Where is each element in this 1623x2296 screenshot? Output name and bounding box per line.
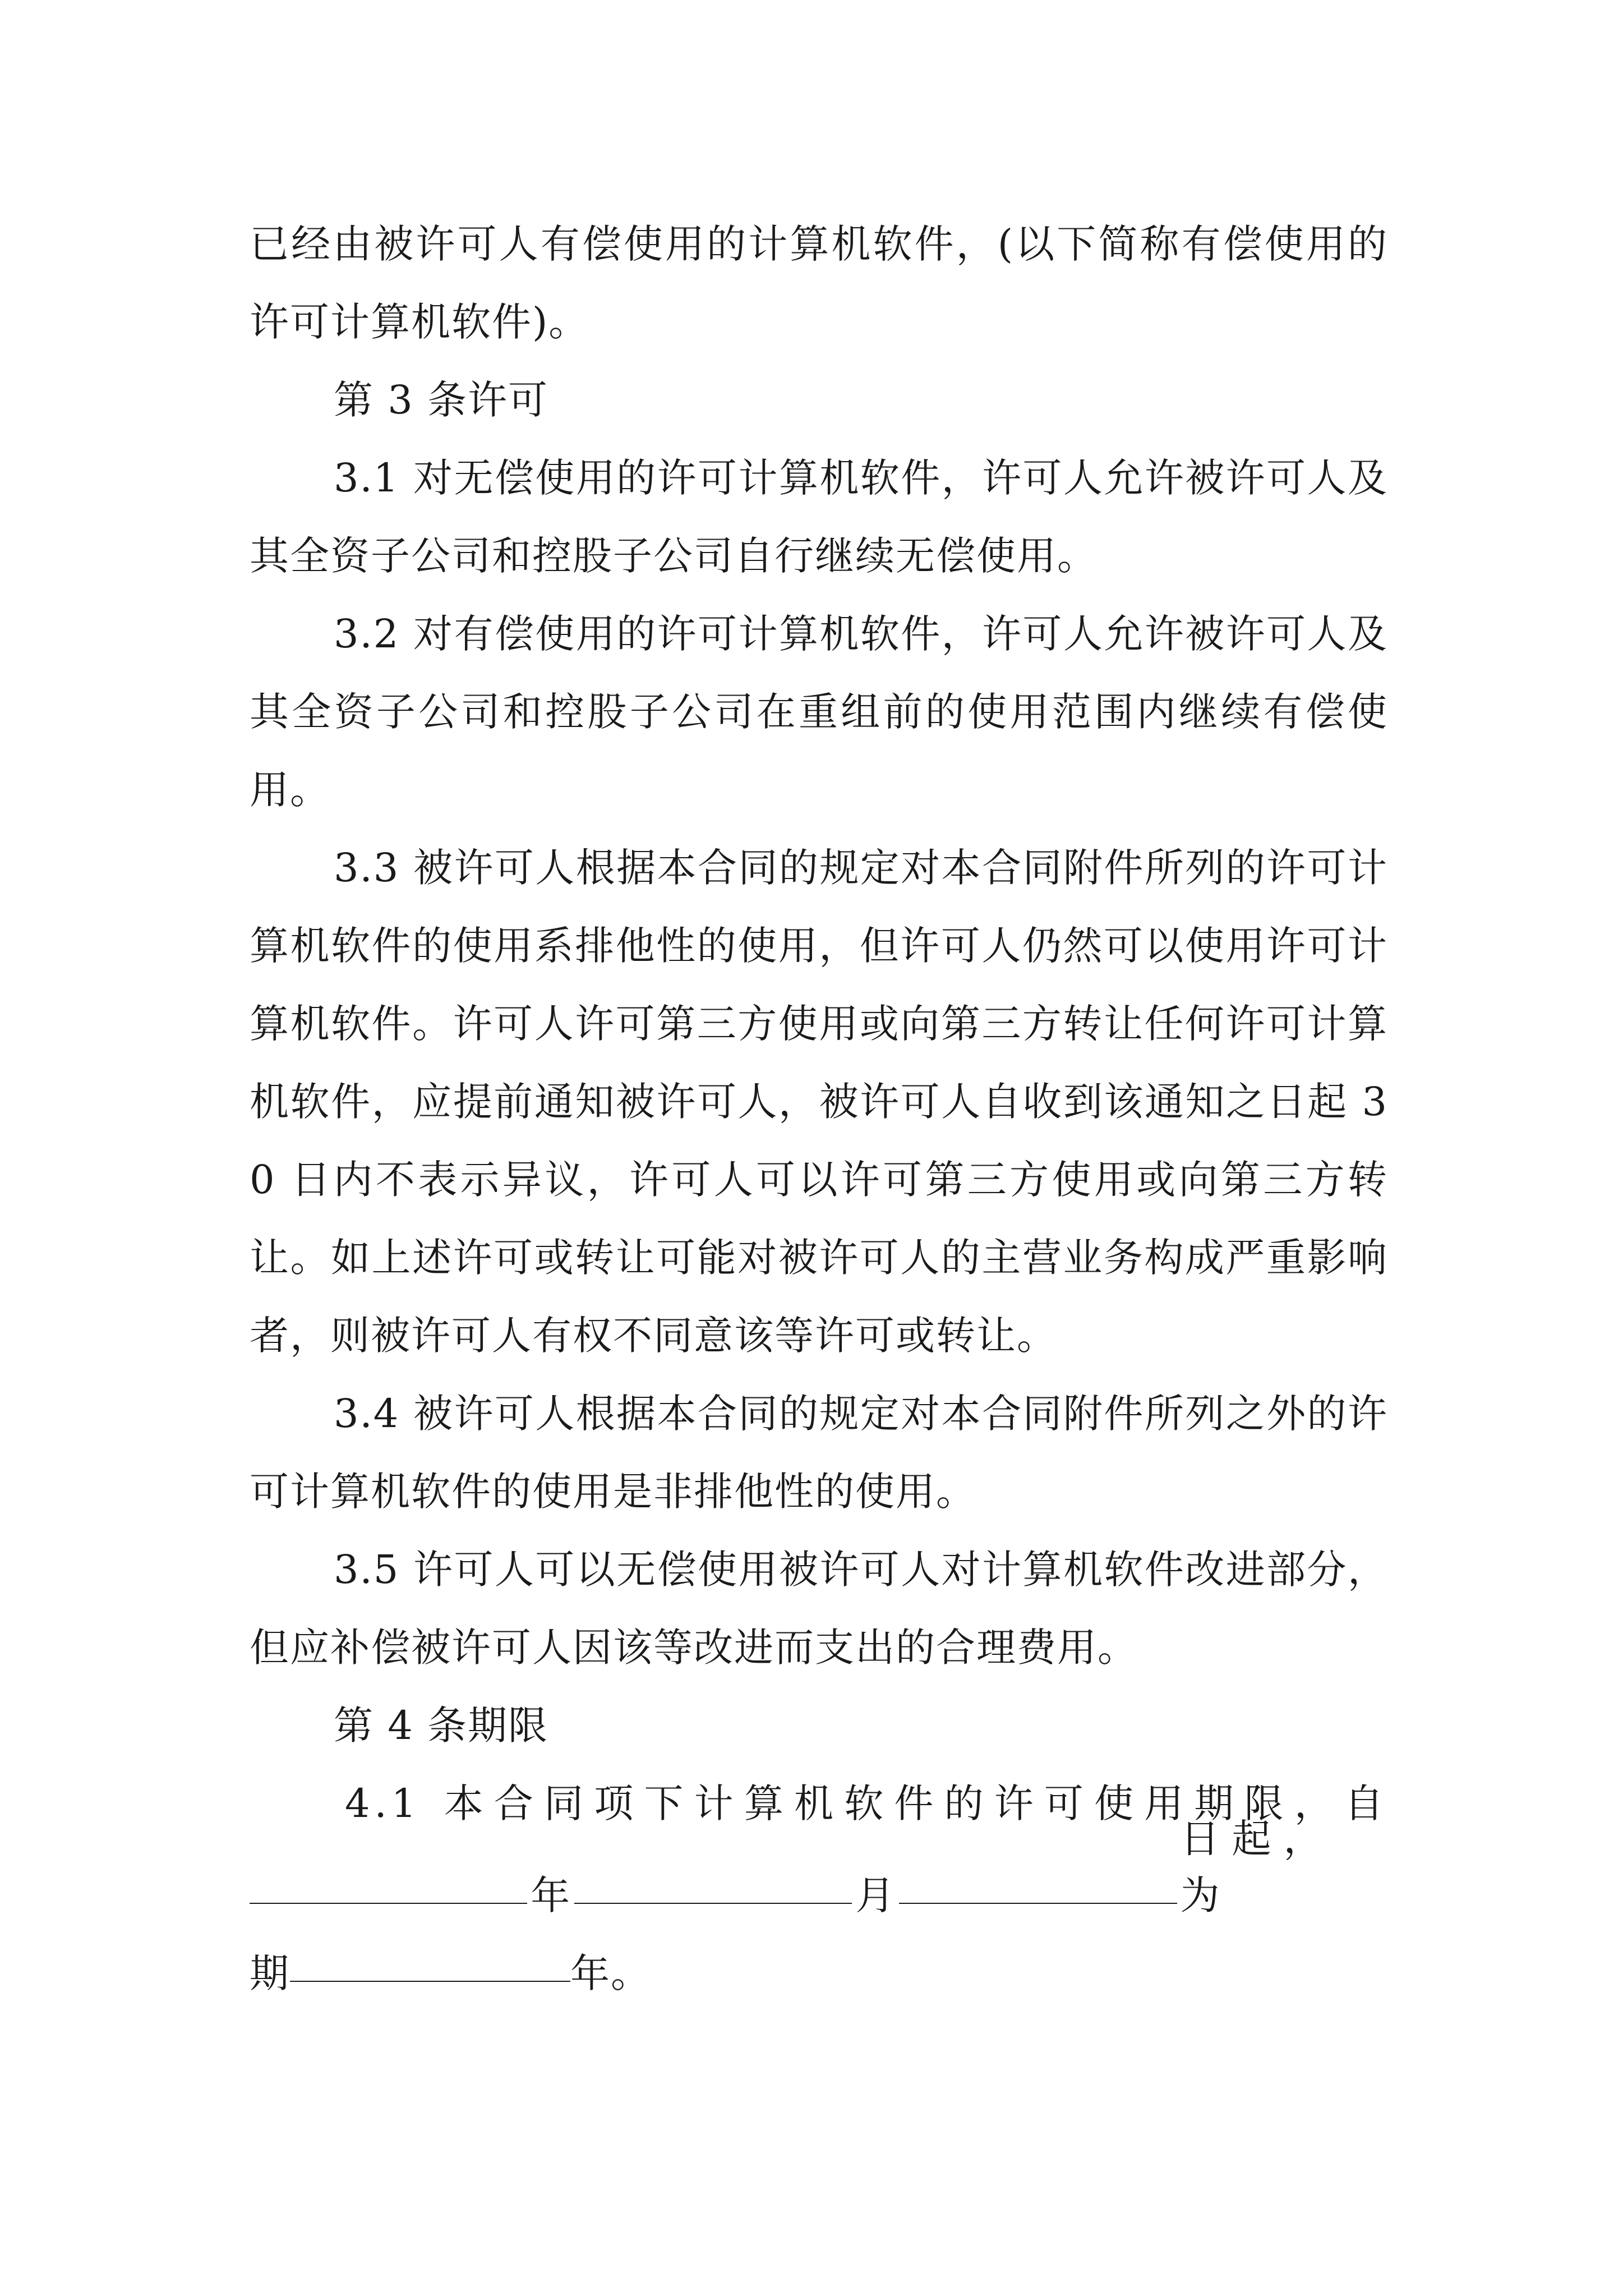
clause-3-1: 3.1 对无偿使用的许可计算机软件，许可人允许被许可人及其全资子公司和控股子公司自行继续无偿使用。 — [250, 455, 1388, 579]
document-page — [250, 205, 1388, 1999]
month-label: 月 — [855, 1872, 896, 1918]
day-from-label: 日起，为 — [1180, 1816, 1335, 1918]
day-blank[interactable] — [899, 1880, 1177, 1904]
clause-3-3: 3.3 被许可人根据本合同的规定对本合同附件所列的许可计算机软件的使用系排他性的使用，但许可人仍然可以使用许可计算机软件。许可人许可第三方使用或向第三方转让任何许可计算机软件，应提前通知被许可人，被许可人自收到该通知之日起 30 日内不表示异议，许可人可以许可第三方使用或向第三方转让。如上述许可或转让可能对被许可人的主营业务构成严重影响者，则被许可人有权不同意该等许可或转让。 — [250, 845, 1388, 1359]
article-3-heading: 第 3 条许可 — [334, 377, 549, 423]
month-blank[interactable] — [574, 1880, 852, 1904]
period-suffix-label: 年。 — [570, 1950, 651, 1996]
year-blank[interactable] — [250, 1880, 527, 1904]
clause-4-1-line-2 — [250, 1816, 1388, 1921]
clause-4-1-line-3 — [250, 1921, 1388, 1999]
clause-3-4: 3.4 被许可人根据本合同的规定对本合同附件所列之外的许可计算机软件的使用是非排他性的使用。 — [250, 1391, 1388, 1515]
paragraph-continued: 已经由被许可人有偿使用的计算机软件，(以下简称有偿使用的许可计算机软件)。 — [250, 221, 1388, 345]
clause-3-5: 3.5 许可人可以无偿使用被许可人对计算机软件改进部分，但应补偿被许可人因该等改进而支出的合理费用。 — [250, 1547, 1388, 1671]
clause-3-2: 3.2 对有偿使用的许可计算机软件，许可人允许被许可人及其全资子公司和控股子公司在重组前的使用范围内继续有偿使用。 — [250, 611, 1388, 813]
period-blank[interactable] — [290, 1958, 570, 1982]
clause-4-1-line-1: 4.1 本合同项下计算机软件的许可使用期限，自 — [345, 1780, 1388, 1826]
article-4-heading: 第 4 条期限 — [334, 1703, 549, 1749]
period-prefix-label: 期 — [250, 1950, 290, 1996]
year-label: 年 — [531, 1872, 571, 1918]
